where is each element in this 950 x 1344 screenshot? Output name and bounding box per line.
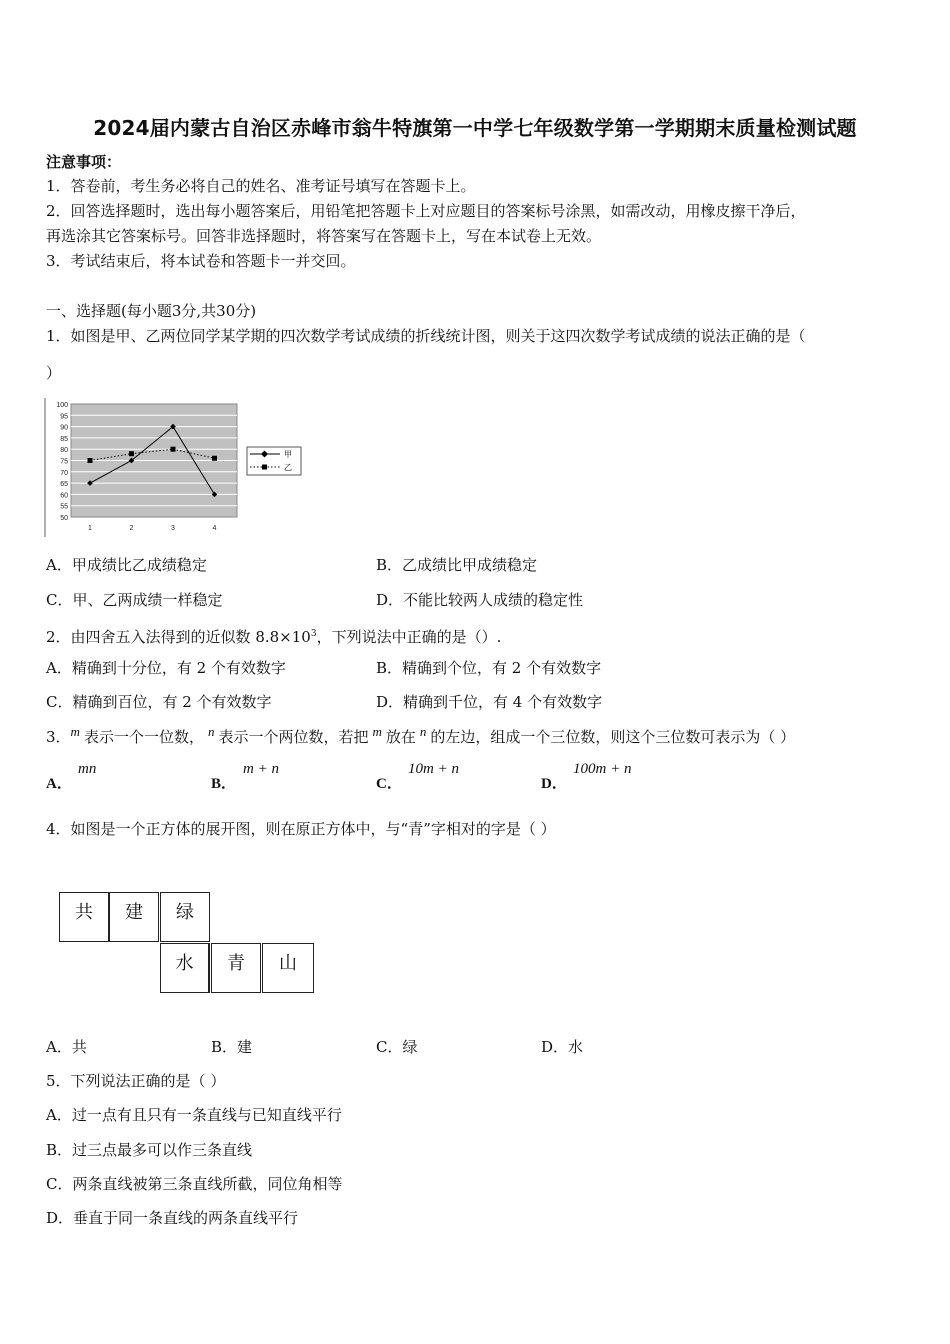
- q5-option-c[interactable]: C．两条直线被第三条直线所截，同位角相等: [46, 1175, 343, 1193]
- data-point-yi: [171, 447, 176, 452]
- legend-label-jia: 甲: [284, 450, 292, 459]
- legend-label-yi: 乙: [284, 463, 292, 472]
- net-cell-gong: 共: [59, 892, 109, 942]
- q3-number: 3．: [46, 728, 71, 746]
- q5-stem: 5．下列说法正确的是（ ）: [46, 1072, 226, 1090]
- q3-text-4: 的左边，组成一个三位数，则这个三位数可表示为（ ）: [430, 728, 796, 746]
- y-tick-label: 90: [60, 424, 68, 432]
- data-point-yi: [88, 458, 93, 463]
- y-tick-label: 60: [60, 492, 68, 500]
- y-tick-label: 50: [60, 515, 68, 522]
- q2-option-d[interactable]: D．精确到千位，有 4 个有效数字: [376, 693, 603, 711]
- y-tick-label: 80: [60, 447, 68, 455]
- q4-option-d[interactable]: D．水: [541, 1038, 584, 1056]
- x-tick-label: 4: [212, 525, 217, 532]
- q1-line-chart: [40, 395, 310, 545]
- x-tick-label: 2: [129, 525, 134, 532]
- legend-box: [247, 447, 301, 475]
- notice-heading: 注意事项：: [46, 153, 122, 171]
- q2-option-c[interactable]: C．精确到百位，有 2 个有效数字: [46, 693, 272, 711]
- q4-stem: 4．如图是一个正方体的展开图，则在原正方体中，与“青”字相对的字是（ ）: [46, 820, 556, 838]
- q3-option-a-label[interactable]: A．: [46, 776, 72, 792]
- q2-option-a[interactable]: A．精确到十分位，有 2 个有效数字: [46, 659, 286, 677]
- y-tick-label: 70: [60, 469, 68, 477]
- q5-option-a[interactable]: A．过一点有且只有一条直线与已知直线平行: [46, 1106, 342, 1124]
- q1-option-d[interactable]: D．不能比较两人成绩的稳定性: [376, 591, 584, 609]
- y-tick-label: 75: [60, 458, 68, 466]
- q4-option-b[interactable]: B．建: [211, 1038, 253, 1056]
- q5-option-d[interactable]: D．垂直于同一条直线的两条直线平行: [46, 1209, 299, 1227]
- q3-text-2: 表示一个两位数，若把: [218, 728, 369, 746]
- y-tick-label: 100: [56, 402, 68, 409]
- q3-stem: [46, 726, 795, 749]
- q3-var-n: n: [207, 724, 215, 739]
- q2-option-b[interactable]: B．精确到个位，有 2 个有效数字: [376, 659, 602, 677]
- q3-option-b-expr[interactable]: m + n: [243, 761, 279, 777]
- q3-option-b-label[interactable]: B．: [211, 776, 237, 792]
- q2-stem: [46, 623, 501, 648]
- notice-item-2-cont: 再选涂其它答案标号。回答非选择题时，将答案写在答题卡上，写在本试卷上无效。: [46, 227, 602, 245]
- q1-option-c[interactable]: C．甲、乙两成绩一样稳定: [46, 591, 223, 609]
- q3-option-c-expr[interactable]: 10m + n: [408, 761, 459, 777]
- net-cell-jian: 建: [109, 892, 159, 942]
- net-cell-shui: 水: [160, 943, 210, 993]
- q1-stem-cont: ）: [46, 364, 62, 382]
- q3-option-d-label[interactable]: D．: [541, 776, 567, 792]
- y-tick-label: 65: [60, 481, 68, 489]
- q1-option-b[interactable]: B．乙成绩比甲成绩稳定: [376, 556, 538, 574]
- q3-var-m: m: [70, 724, 80, 739]
- net-cell-qing: 青: [211, 943, 261, 993]
- q3-option-d-expr[interactable]: 100m + n: [573, 761, 632, 777]
- q5-option-b[interactable]: B．过三点最多可以作三条直线: [46, 1141, 253, 1159]
- q1-option-a[interactable]: A．甲成绩比乙成绩稳定: [46, 556, 207, 574]
- chart-legend: [247, 447, 301, 475]
- y-tick-label: 55: [60, 503, 68, 511]
- q2-stem-pre: 2．由四舍五入法得到的近似数 8.8×10: [46, 628, 311, 646]
- net-cell-lv: 绿: [160, 892, 210, 942]
- page-title: 2024届内蒙古自治区赤峰市翁牛特旗第一中学七年级数学第一学期期末质量检测试题: [93, 116, 857, 140]
- x-tick-label: 3: [171, 525, 175, 532]
- q2-exponent: 3: [310, 629, 317, 639]
- y-tick-label: 95: [60, 413, 68, 421]
- q3-option-c-label[interactable]: C．: [376, 776, 402, 792]
- y-tick-label: 85: [60, 435, 68, 443]
- q3-var-n-2: n: [419, 724, 427, 739]
- q3-var-m-2: m: [372, 724, 382, 739]
- q3-text-3: 放在: [385, 728, 416, 746]
- q1-stem: 1．如图是甲、乙两位同学某学期的四次数学考试成绩的折线统计图，则关于这四次数学考试成绩的说法正确的是（: [46, 327, 806, 345]
- data-point-yi: [129, 451, 134, 456]
- q4-option-a[interactable]: A．共: [46, 1038, 87, 1056]
- q3-option-a-expr[interactable]: mn: [78, 761, 97, 777]
- section-heading: 一、选择题(每小题3分,共30分): [46, 302, 257, 320]
- net-cell-shan: 山: [262, 943, 314, 993]
- notice-item-3: 3．考试结束后，将本试卷和答题卡一并交回。: [46, 252, 356, 270]
- notice-item-2: 2．回答选择题时，选出每小题答案后，用铅笔把答题卡上对应题目的答案标号涂黑，如需改动，用橡皮擦干净后，: [46, 202, 806, 220]
- data-point-yi: [212, 456, 217, 461]
- x-tick-label: 1: [88, 525, 92, 532]
- q2-stem-post: ，下列说法中正确的是（）.: [316, 628, 502, 646]
- q4-option-c[interactable]: C．绿: [376, 1038, 418, 1056]
- notice-item-1: 1．答卷前，考生务必将自己的姓名、准考证号填写在答题卡上。: [46, 177, 476, 195]
- legend-marker-yi: [262, 465, 267, 470]
- q3-text-1: 表示一个一位数，: [83, 728, 204, 746]
